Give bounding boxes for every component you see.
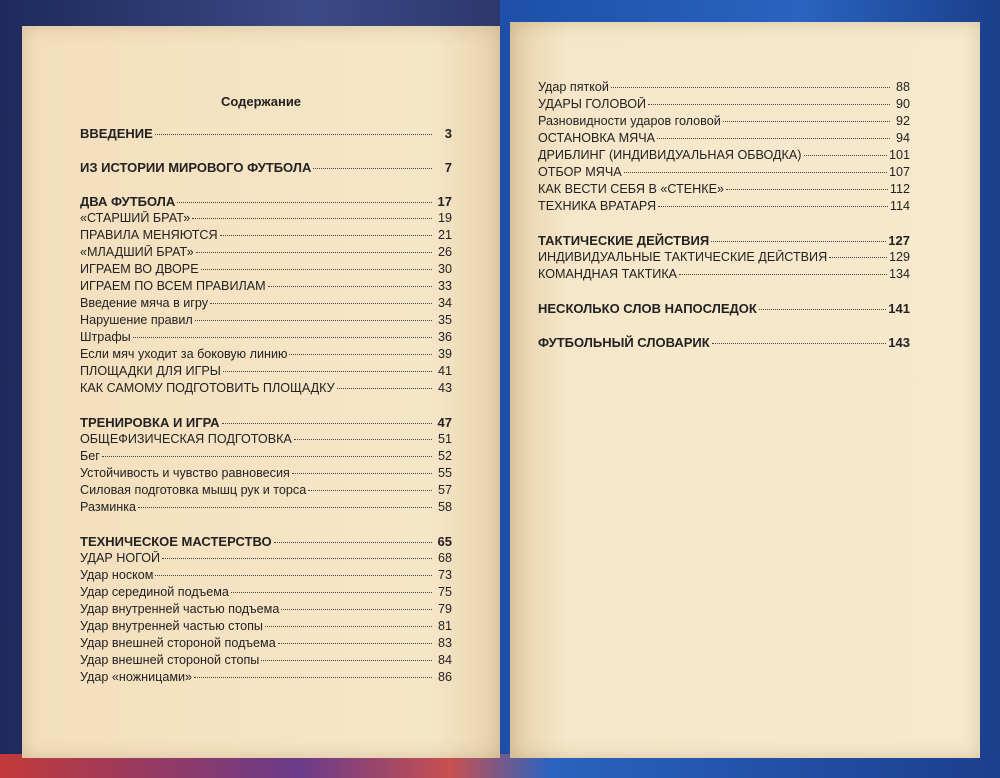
toc-section-entry [80,126,452,143]
toc-section-entry [80,534,452,551]
toc-entry-page: 81 [437,619,452,633]
toc-entry-title: Удар носком [80,568,154,582]
dot-leader [220,235,432,236]
toc-entry-page: 51 [437,432,452,446]
toc-gap [538,216,910,233]
toc-entry-page: 127 [888,233,910,248]
toc-entry [80,364,452,381]
dot-leader [268,286,432,287]
dot-leader [313,168,432,169]
toc-entry-page: 35 [437,313,452,327]
toc-entry-title: ИГРАЕМ ПО ВСЕМ ПРАВИЛАМ [80,279,266,293]
toc-entry-title: Удар внутренней частью стопы [80,619,263,633]
toc-entry-title: КОМАНДНАЯ ТАКТИКА [538,267,678,281]
toc-entry-page: 107 [888,165,910,179]
toc-entry-title: Бег [80,449,100,463]
toc-entry [80,228,452,245]
toc-entry [80,551,452,568]
dot-leader [133,337,432,338]
toc-entry [80,602,452,619]
dot-leader [292,473,432,474]
toc-gap [538,318,910,335]
toc-entry-title: КАК САМОМУ ПОДГОТОВИТЬ ПЛОЩАДКУ [80,381,335,395]
toc-entry-page: 75 [437,585,452,599]
toc-entry-page: 26 [437,245,452,259]
toc-entry-title: НЕСКОЛЬКО СЛОВ НАПОСЛЕДОК [538,301,757,316]
dot-leader [222,423,432,424]
toc-entry-title: ИЗ ИСТОРИИ МИРОВОГО ФУТБОЛА [80,160,312,175]
toc-entry [80,483,452,500]
toc-section-entry [538,335,910,352]
right-page [510,22,980,758]
dot-leader [337,388,432,389]
toc-entry [80,347,452,364]
toc-entry [80,636,452,653]
dot-leader [281,609,432,610]
toc-section-entry [80,415,452,432]
dot-leader [611,87,890,88]
toc-entry-title: Нарушение правил [80,313,193,327]
toc-entry-page: 68 [437,551,452,565]
dot-leader [723,121,890,122]
toc-entry [80,619,452,636]
toc-entry-page: 47 [437,415,452,430]
dot-leader [679,274,887,275]
toc-entry-title: Силовая подготовка мышц рук и торса [80,483,307,497]
toc-entry-title: Штрафы [80,330,131,344]
toc-entry-page: 58 [437,500,452,514]
dot-leader [102,456,432,457]
toc-entry-title: Разновидности ударов головой [538,114,721,128]
toc-entry [80,568,452,585]
toc-entry-page: 52 [437,449,452,463]
toc-entry-title: Удар пяткой [538,80,609,94]
toc-entry-title: ДРИБЛИНГ (ИНДИВИДУАЛЬНАЯ ОБВОДКА) [538,148,802,162]
toc-list-left [80,126,452,687]
toc-entry-title: «МЛАДШИЙ БРАТ» [80,245,194,259]
dot-leader [223,371,432,372]
toc-entry-title: Удар внешней стороной подъема [80,636,276,650]
dot-leader [210,303,432,304]
toc-entry [80,262,452,279]
dot-leader [624,172,887,173]
dot-leader [162,558,432,559]
toc-entry [80,296,452,313]
toc-entry-page: 134 [888,267,910,281]
toc-entry [538,165,910,182]
toc-entry-page: 86 [437,670,452,684]
toc-entry-page: 90 [895,97,910,111]
toc-entry-page: 65 [437,534,452,549]
dot-leader [194,677,432,678]
toc-entry-page: 114 [889,199,910,213]
toc-entry-title: Удар внутренней частью подъема [80,602,280,616]
toc-entry-page: 129 [888,250,910,264]
toc-entry-title: ДВА ФУТБОЛА [80,194,176,209]
toc-entry-title: ТЕХНИЧЕСКОЕ МАСТЕРСТВО [80,534,272,549]
toc-entry [80,653,452,670]
toc-entry [538,182,910,199]
dot-leader [261,660,432,661]
dot-leader [278,643,432,644]
toc-section-entry [80,194,452,211]
toc-entry-page: 141 [888,301,910,316]
toc-entry-page: 3 [444,126,452,141]
toc-entry [538,114,910,131]
toc-entry-title: ПРАВИЛА МЕНЯЮТСЯ [80,228,218,242]
toc-entry-title: ФУТБОЛЬНЫЙ СЛОВАРИК [538,335,710,350]
toc-entry-page: 57 [437,483,452,497]
toc-entry-title: ВВЕДЕНИЕ [80,126,153,141]
dot-leader [658,206,888,207]
toc-entry [80,330,452,347]
toc-entry-title: Если мяч уходит за боковую линию [80,347,288,361]
toc-entry-page: 30 [437,262,452,276]
toc-entry [80,279,452,296]
toc-entry-page: 112 [889,182,910,196]
toc-entry-page: 21 [437,228,452,242]
toc-entry-page: 39 [437,347,452,361]
toc-entry-title: ОСТАНОВКА МЯЧА [538,131,656,145]
toc-gap [80,143,452,160]
toc-entry-title: ТРЕНИРОВКА И ИГРА [80,415,220,430]
dot-leader [196,252,432,253]
dot-leader [294,439,432,440]
toc-entry-page: 55 [437,466,452,480]
toc-entry-title: КАК ВЕСТИ СЕБЯ В «СТЕНКЕ» [538,182,725,196]
toc-entry-page: 7 [444,160,452,175]
toc-entry [538,267,910,284]
toc-entry [80,449,452,466]
toc-gap [538,284,910,301]
dot-leader [231,592,432,593]
toc-entry [538,250,910,267]
toc-section-entry [538,301,910,318]
toc-entry-page: 33 [437,279,452,293]
toc-entry-page: 17 [437,194,452,209]
toc-entry-title: ОТБОР МЯЧА [538,165,622,179]
toc-entry-page: 83 [437,636,452,650]
toc-entry-title: Удар «ножницами» [80,670,193,684]
toc-entry-title: ИНДИВИДУАЛЬНЫЕ ТАКТИЧЕСКИЕ ДЕЙСТВИЯ [538,250,828,264]
dot-leader [289,354,432,355]
toc-entry [80,313,452,330]
dot-leader [265,626,432,627]
toc-entry-title: ПЛОЩАДКИ ДЛЯ ИГРЫ [80,364,221,378]
toc-entry-page: 101 [888,148,910,162]
toc-entry-page: 41 [437,364,452,378]
dot-leader [648,104,890,105]
toc-entry [80,500,452,517]
toc-entry [80,381,452,398]
toc-entry [538,131,910,148]
toc-entry [538,199,910,216]
toc-entry-title: Удар серединой подъема [80,585,229,599]
toc-entry-title: ИГРАЕМ ВО ДВОРЕ [80,262,199,276]
toc-entry [80,466,452,483]
toc-entry-title: «СТАРШИЙ БРАТ» [80,211,191,225]
toc-entry [80,245,452,262]
toc-section-entry [538,233,910,250]
toc-entry-title: ТЕХНИКА ВРАТАРЯ [538,199,657,213]
dot-leader [804,155,887,156]
toc-entry-page: 36 [437,330,452,344]
page-title: Содержание [220,94,302,109]
toc-gap [80,517,452,534]
toc-entry-page: 143 [888,335,910,350]
toc-list-right [538,80,910,352]
dot-leader [657,138,890,139]
toc-entry-page: 73 [437,568,452,582]
toc-entry [538,97,910,114]
dot-leader [177,202,432,203]
dot-leader [155,134,432,135]
toc-entry-page: 34 [437,296,452,310]
dot-leader [138,507,432,508]
dot-leader [308,490,432,491]
toc-entry-page: 92 [895,114,910,128]
toc-entry-title: Устойчивость и чувство равновесия [80,466,290,480]
toc-entry-title: ТАКТИЧЕСКИЕ ДЕЙСТВИЯ [538,233,710,248]
toc-entry-title: УДАРЫ ГОЛОВОЙ [538,97,647,111]
toc-entry-page: 19 [437,211,452,225]
toc-entry [80,670,452,687]
toc-entry [538,80,910,97]
dot-leader [712,343,887,344]
dot-leader [711,241,886,242]
toc-entry-title: Разминка [80,500,137,514]
dot-leader [192,218,432,219]
toc-entry [80,432,452,449]
left-page [22,26,500,758]
toc-entry-title: Введение мяча в игру [80,296,209,310]
toc-entry-page: 94 [895,131,910,145]
toc-entry-page: 84 [437,653,452,667]
toc-entry-title: ОБЩЕФИЗИЧЕСКАЯ ПОДГОТОВКА [80,432,292,446]
toc-gap [80,177,452,194]
toc-entry-title: Удар внешней стороной стопы [80,653,260,667]
toc-entry-page: 43 [437,381,452,395]
toc-entry-title: УДАР НОГОЙ [80,551,161,565]
dot-leader [195,320,432,321]
dot-leader [759,309,886,310]
dot-leader [274,542,432,543]
toc-entry-page: 79 [437,602,452,616]
dot-leader [201,269,432,270]
toc-entry [538,148,910,165]
toc-entry [80,211,452,228]
toc-gap [80,398,452,415]
toc-entry-page: 88 [895,80,910,94]
dot-leader [155,575,432,576]
toc-section-entry [80,160,452,177]
dot-leader [726,189,888,190]
dot-leader [829,257,887,258]
toc-entry [80,585,452,602]
